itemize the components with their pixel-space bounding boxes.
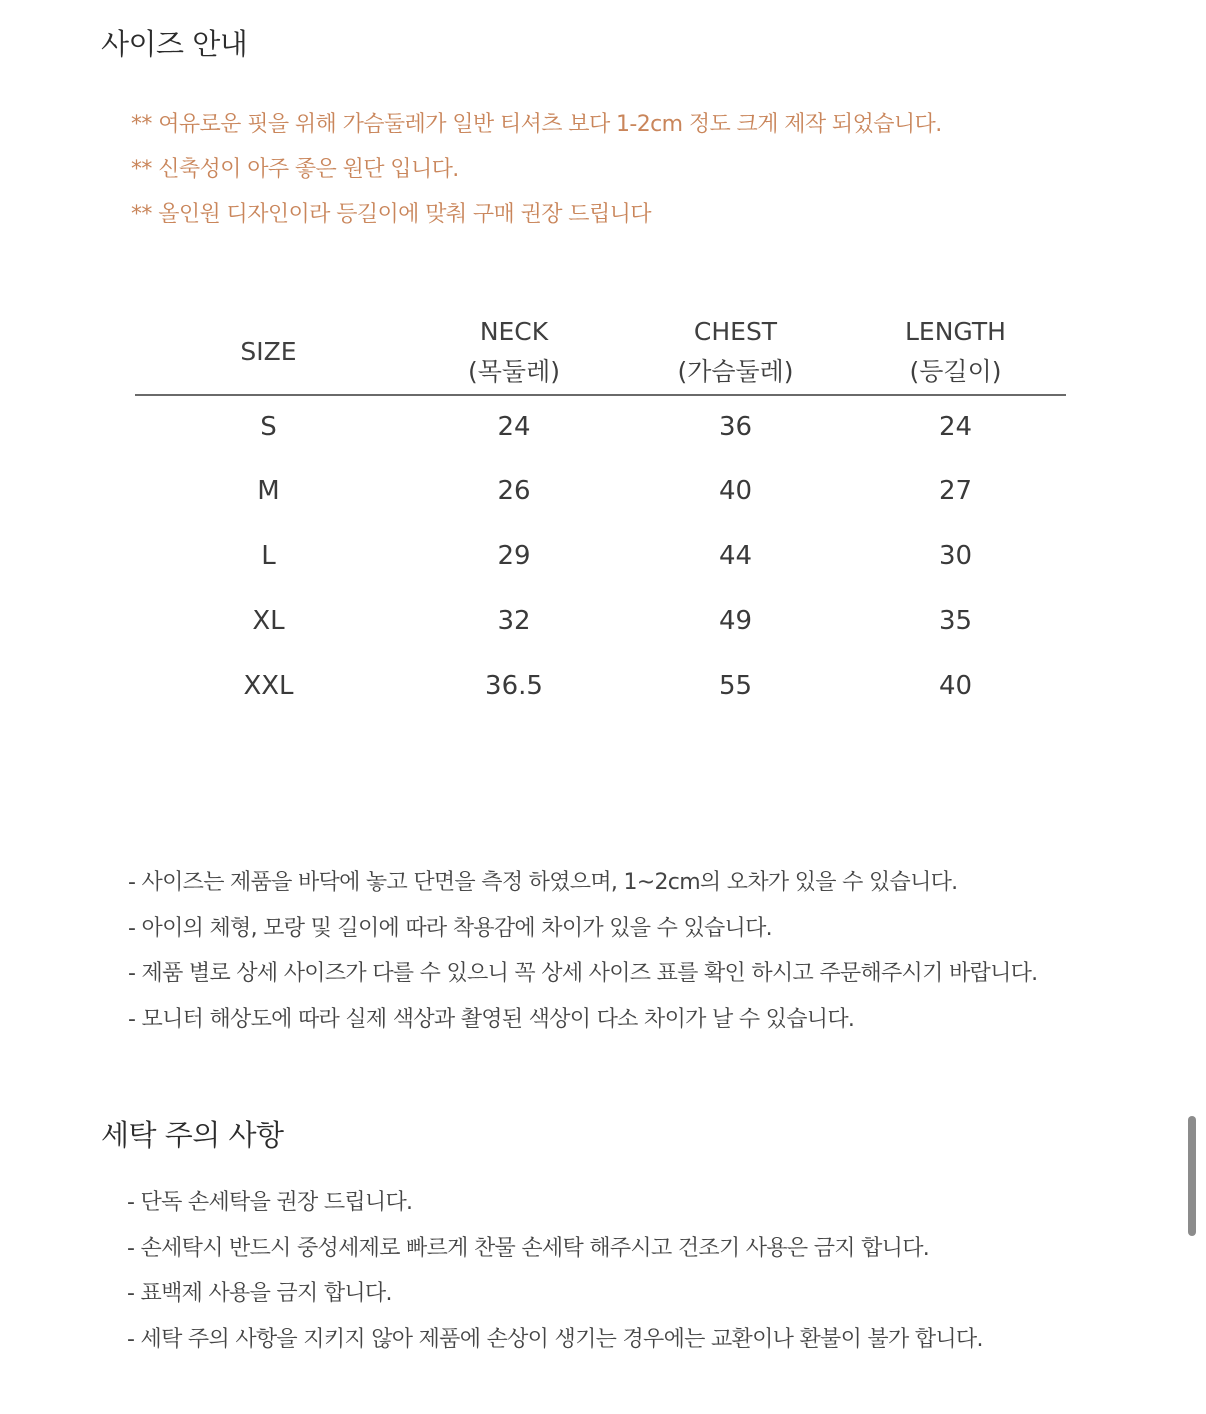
measurement-note: - 모니터 해상도에 따라 실제 색상과 촬영된 색상이 다소 차이가 날 수 있습니다. xyxy=(128,1007,855,1033)
cell-neck: 32 xyxy=(497,605,531,636)
header-length-label: LENGTH xyxy=(905,317,1006,346)
header-length-sublabel: (등길이) xyxy=(909,357,1002,386)
wash-care-note: - 표백제 사용을 금지 합니다. xyxy=(127,1281,392,1307)
measurement-notes-list xyxy=(128,866,1037,1049)
measurement-note: - 아이의 체형, 모랑 및 길이에 따라 착용감에 차이가 있을 수 있습니다. xyxy=(128,915,772,941)
cell-length: 40 xyxy=(938,670,973,701)
cell-neck: 36.5 xyxy=(485,670,543,701)
size-note: ** 여유로운 핏을 위해 가슴둘레가 일반 티셔츠 보다 1-2cm 정도 크게 제작 되었습니다. xyxy=(131,112,942,137)
size-guide-title: 사이즈 안내 xyxy=(101,27,248,61)
wash-care-title: 세탁 주의 사항 xyxy=(101,1118,284,1152)
cell-size: S xyxy=(260,412,277,442)
wash-care-note: - 단독 손세탁을 권장 드립니다. xyxy=(127,1190,413,1215)
cell-chest: 55 xyxy=(718,670,753,701)
cell-chest: 36 xyxy=(718,412,753,442)
cell-size: M xyxy=(257,475,280,506)
measurement-note: - 사이즈는 제품을 바닥에 놓고 단면을 측정 하였으며, 1~2cm의 오차가 있을 수 있습니다. xyxy=(128,870,958,895)
header-length xyxy=(845,310,1066,395)
header-chest xyxy=(626,310,845,395)
wash-care-note: - 세탁 주의 사항을 지키지 않아 제품에 손상이 생기는 경우에는 교환이나 환불이 불가 합니다. xyxy=(127,1327,983,1353)
cell-length: 27 xyxy=(938,475,973,506)
size-notes-list xyxy=(131,108,942,243)
table-row xyxy=(135,523,1066,588)
header-size xyxy=(135,310,402,395)
table-row xyxy=(135,458,1066,523)
size-table xyxy=(135,310,1066,718)
table-row xyxy=(135,395,1066,458)
table-row xyxy=(135,653,1066,718)
cell-length: 30 xyxy=(938,540,973,571)
wash-care-note: - 손세탁시 반드시 중성세제로 빠르게 찬물 손세탁 해주시고 건조기 사용은 금지 합니다. xyxy=(127,1235,930,1261)
header-chest-label: CHEST xyxy=(693,317,778,346)
cell-neck: 26 xyxy=(497,475,531,506)
cell-neck: 29 xyxy=(497,540,531,571)
cell-size: XXL xyxy=(243,670,294,701)
header-size-label: SIZE xyxy=(240,337,297,366)
scrollbar-thumb[interactable] xyxy=(1188,1116,1196,1236)
header-chest-sublabel: (가슴둘레) xyxy=(677,357,794,386)
size-table-header-row xyxy=(135,310,1066,395)
header-neck-sublabel: (목둘레) xyxy=(468,357,560,386)
cell-chest: 44 xyxy=(718,540,753,571)
cell-length: 24 xyxy=(938,412,973,442)
cell-chest: 40 xyxy=(718,475,753,506)
cell-neck: 24 xyxy=(497,412,531,442)
measurement-note: - 제품 별로 상세 사이즈가 다를 수 있으니 꼭 상세 사이즈 표를 확인 하시고 주문해주시기 바랍니다. xyxy=(128,961,1038,987)
wash-care-notes-list xyxy=(127,1186,983,1369)
cell-size: XL xyxy=(252,605,285,636)
cell-length: 35 xyxy=(938,605,973,636)
size-note: ** 올인원 디자인이라 등길이에 맞춰 구매 권장 드립니다 xyxy=(131,202,651,227)
header-neck xyxy=(402,310,626,395)
cell-chest: 49 xyxy=(718,605,753,636)
table-row xyxy=(135,588,1066,653)
cell-size: L xyxy=(261,540,276,571)
size-note: ** 신축성이 아주 좋은 원단 입니다. xyxy=(131,157,459,182)
header-neck-label: NECK xyxy=(479,317,549,346)
